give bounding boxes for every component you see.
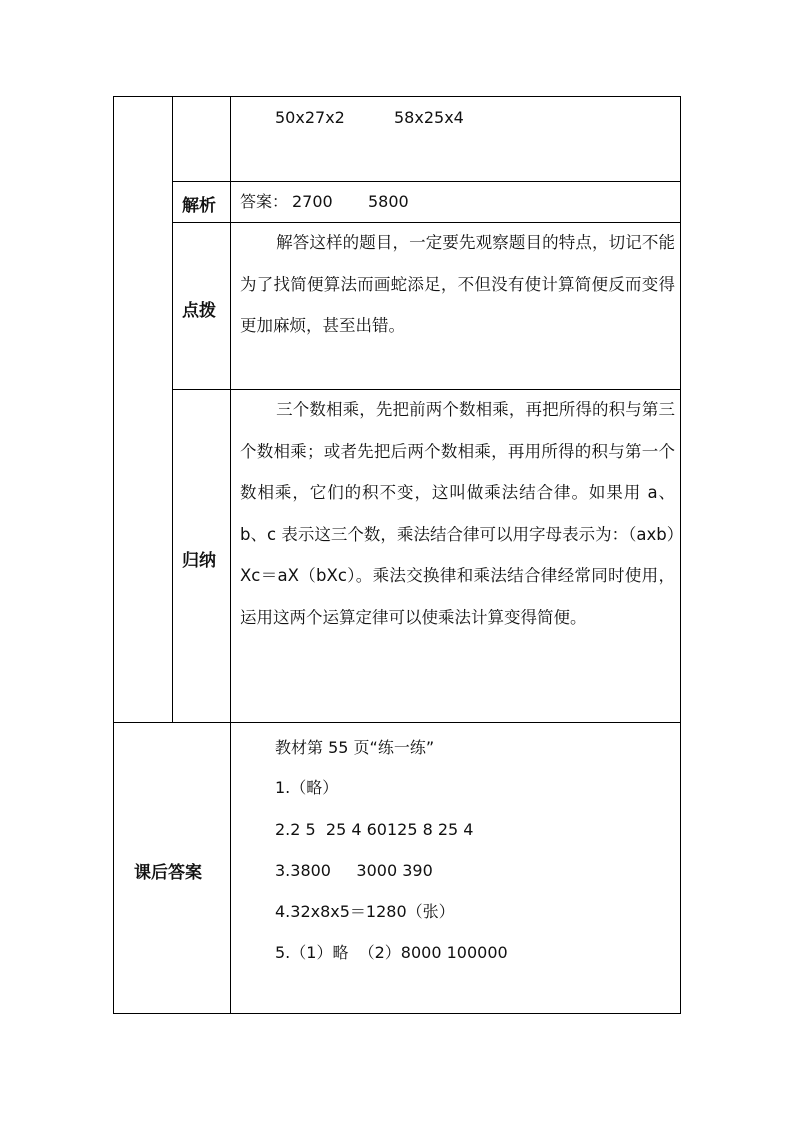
dianbo-paragraph bbox=[240, 222, 675, 347]
label-dianbo: 点拨 bbox=[182, 301, 216, 321]
expression-1: 50x27x2 bbox=[275, 108, 345, 127]
expression-2: 58x25x4 bbox=[394, 108, 464, 127]
answer-prefix: 答案： bbox=[240, 192, 289, 211]
kehou-line-2: 1.（略） bbox=[275, 778, 339, 797]
table-border-left bbox=[113, 96, 114, 1014]
row-divider-kehou-top bbox=[113, 722, 681, 723]
guina-paragraph bbox=[240, 389, 675, 638]
kehou-line-1: 教材第 55 页“练一练” bbox=[275, 738, 435, 757]
label-guina: 归纳 bbox=[182, 551, 216, 571]
label-jiexi: 解析 bbox=[182, 196, 216, 216]
answer-1: 2700 bbox=[292, 192, 333, 211]
kehou-line-4: 3.3800 3000 390 bbox=[275, 861, 433, 880]
table-border-bottom bbox=[113, 1013, 681, 1014]
table-border-top bbox=[113, 96, 681, 97]
table-border-right bbox=[680, 96, 681, 1014]
col-divider-inner-left bbox=[172, 96, 173, 723]
guina-text: 三个数相乘，先把前两个数相乘，再把所得的积与第三个数相乘；或者先把后两个数相乘，再用所得的积与第一个数相乘，它们的积不变，这叫做乘法结合律。如果用 a、b、c 表示这三个数，乘法结合律可以用字母表示为：（axb）Xc＝aX（bXc）。乘法交换律和乘法结合律经常同时使用，运用这两个运算定律可以使乘法计算变得简便。 bbox=[240, 400, 675, 627]
answer-2: 5800 bbox=[368, 192, 409, 211]
kehou-line-3: 2.2 5 25 4 60125 8 25 4 bbox=[275, 820, 474, 839]
col-divider-content bbox=[230, 96, 231, 1014]
kehou-line-5: 4.32x8x5＝1280（张） bbox=[275, 902, 455, 921]
label-kehou: 课后答案 bbox=[134, 863, 202, 883]
kehou-line-6: 5.（1）略 （2）8000 100000 bbox=[275, 943, 508, 962]
dianbo-text: 解答这样的题目，一定要先观察题目的特点，切记不能为了找简便算法而画蛇添足，不但没有使计算简便反而变得更加麻烦，甚至出错。 bbox=[240, 233, 675, 335]
row-divider-jiexi-top bbox=[172, 181, 681, 182]
